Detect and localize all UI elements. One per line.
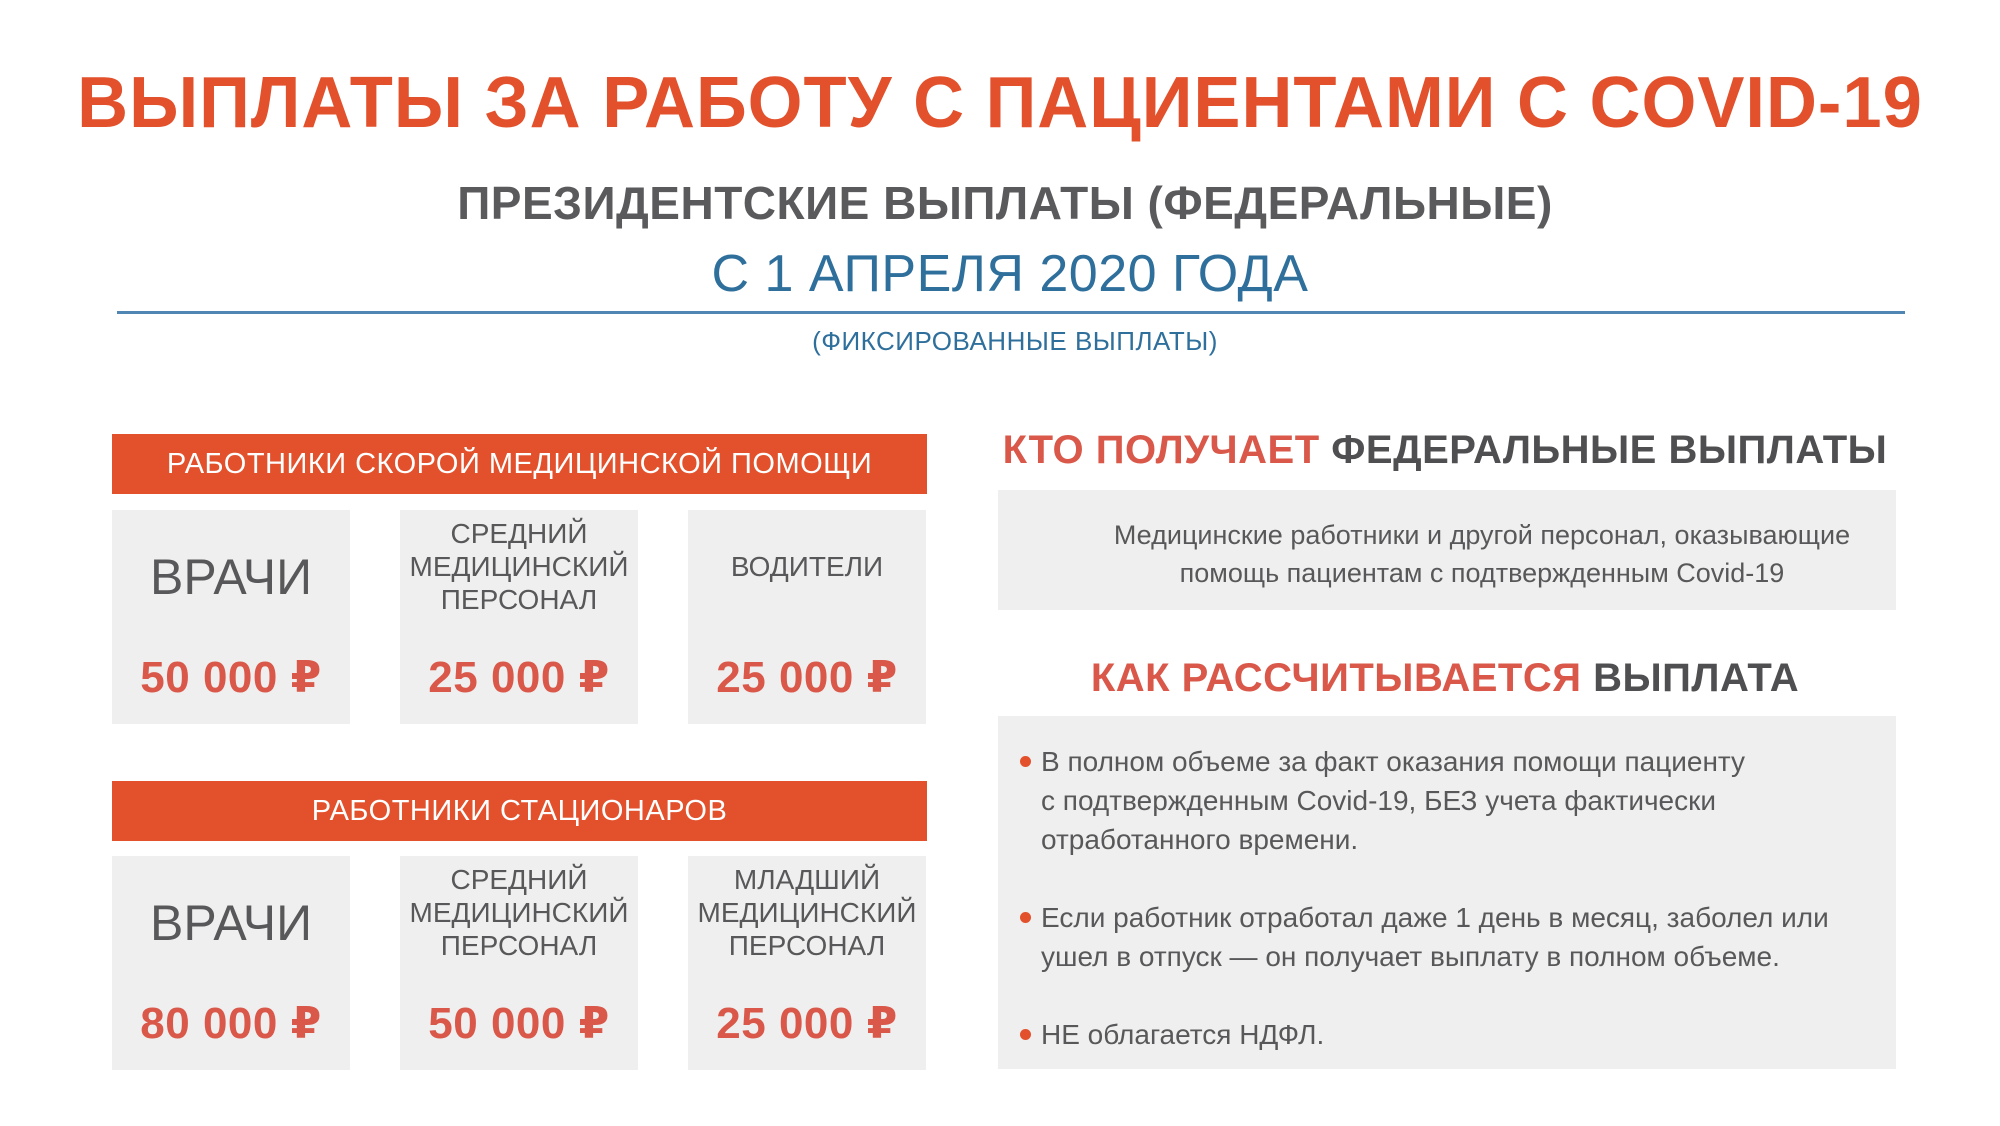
ambulance-card-mid-staff xyxy=(400,510,638,724)
role-label xyxy=(688,863,926,962)
hospital-card-junior-staff xyxy=(688,856,926,1070)
amount: 25 000 ₽ xyxy=(716,653,898,702)
bullet-dot-icon xyxy=(1020,912,1031,923)
bullet-dot-icon xyxy=(1020,756,1031,767)
hospital-card-mid-staff xyxy=(400,856,638,1070)
amount: 50 000 ₽ xyxy=(428,999,610,1048)
role-line: МЛАДШИЙ xyxy=(733,864,881,895)
role-label: ВОДИТЕЛИ xyxy=(730,551,884,582)
role-label: ВРАЧИ xyxy=(149,549,313,605)
who-line: помощь пациентам с подтвержденным Covid-19 xyxy=(1179,558,1785,588)
fixed-payments-note: (ФИКСИРОВАННЫЕ ВЫПЛАТЫ) xyxy=(812,326,1218,356)
who-receives-heading xyxy=(995,428,1895,473)
calc-bullet xyxy=(1020,1015,1866,1054)
role-line: ПЕРСОНАЛ xyxy=(728,930,886,961)
calc-bullet xyxy=(1020,742,1866,859)
heading-accent: КАК РАССЧИТЫВАЕТСЯ xyxy=(1090,656,1582,700)
amount: 25 000 ₽ xyxy=(428,653,610,702)
bullet-line: ушел в отпуск — он получает выплату в полном объеме. xyxy=(1041,941,1780,972)
role-line: МЕДИЦИНСКИЙ xyxy=(409,551,629,582)
role-line: СРЕДНИЙ xyxy=(450,864,588,895)
main-title: ВЫПЛАТЫ ЗА РАБОТУ С ПАЦИЕНТАМИ С COVID-19 xyxy=(77,63,1923,143)
bullet-line: НЕ облагается НДФЛ. xyxy=(1041,1019,1325,1050)
ambulance-section-header: РАБОТНИКИ СКОРОЙ МЕДИЦИНСКОЙ ПОМОЩИ xyxy=(112,434,927,494)
heading-dark: ВЫПЛАТА xyxy=(1593,656,1800,700)
amount: 25 000 ₽ xyxy=(716,999,898,1048)
heading-accent: КТО ПОЛУЧАЕТ xyxy=(1002,428,1320,472)
who-line: Медицинские работники и другой персонал, оказывающие xyxy=(1113,520,1851,550)
bullet-line: отработанного времени. xyxy=(1041,824,1359,855)
ambulance-card-drivers xyxy=(688,510,926,724)
hospital-card-doctors xyxy=(112,856,350,1070)
role-line: ПЕРСОНАЛ xyxy=(440,584,598,615)
role-label xyxy=(400,517,638,616)
role-line: СРЕДНИЙ xyxy=(450,518,588,549)
role-label xyxy=(400,863,638,962)
divider xyxy=(117,311,1905,314)
role-line: МЕДИЦИНСКИЙ xyxy=(697,897,917,928)
amount: 50 000 ₽ xyxy=(140,653,322,702)
start-date: С 1 АПРЕЛЯ 2020 ГОДА xyxy=(711,245,1309,303)
bullet-dot-icon xyxy=(1020,1029,1031,1040)
ambulance-card-doctors xyxy=(112,510,350,724)
calc-bullet xyxy=(1020,898,1866,976)
bullet-line: Если работник отработал даже 1 день в месяц, заболел или xyxy=(1041,902,1829,933)
subtitle: ПРЕЗИДЕНТСКИЕ ВЫПЛАТЫ (ФЕДЕРАЛЬНЫЕ) xyxy=(457,177,1553,229)
role-line: ПЕРСОНАЛ xyxy=(440,930,598,961)
role-line: МЕДИЦИНСКИЙ xyxy=(409,897,629,928)
heading-dark: ФЕДЕРАЛЬНЫЕ ВЫПЛАТЫ xyxy=(1331,428,1888,472)
bullet-line: В полном объеме за факт оказания помощи пациенту xyxy=(1041,746,1746,777)
calculation-box xyxy=(998,716,1896,1069)
bullet-line: с подтвержденным Covid-19, БЕЗ учета фактически xyxy=(1041,785,1717,816)
role-label: ВРАЧИ xyxy=(149,895,313,951)
who-receives-box xyxy=(998,490,1896,610)
hospital-section-header: РАБОТНИКИ СТАЦИОНАРОВ xyxy=(112,781,927,841)
amount: 80 000 ₽ xyxy=(140,999,322,1048)
calculation-heading xyxy=(995,656,1895,701)
